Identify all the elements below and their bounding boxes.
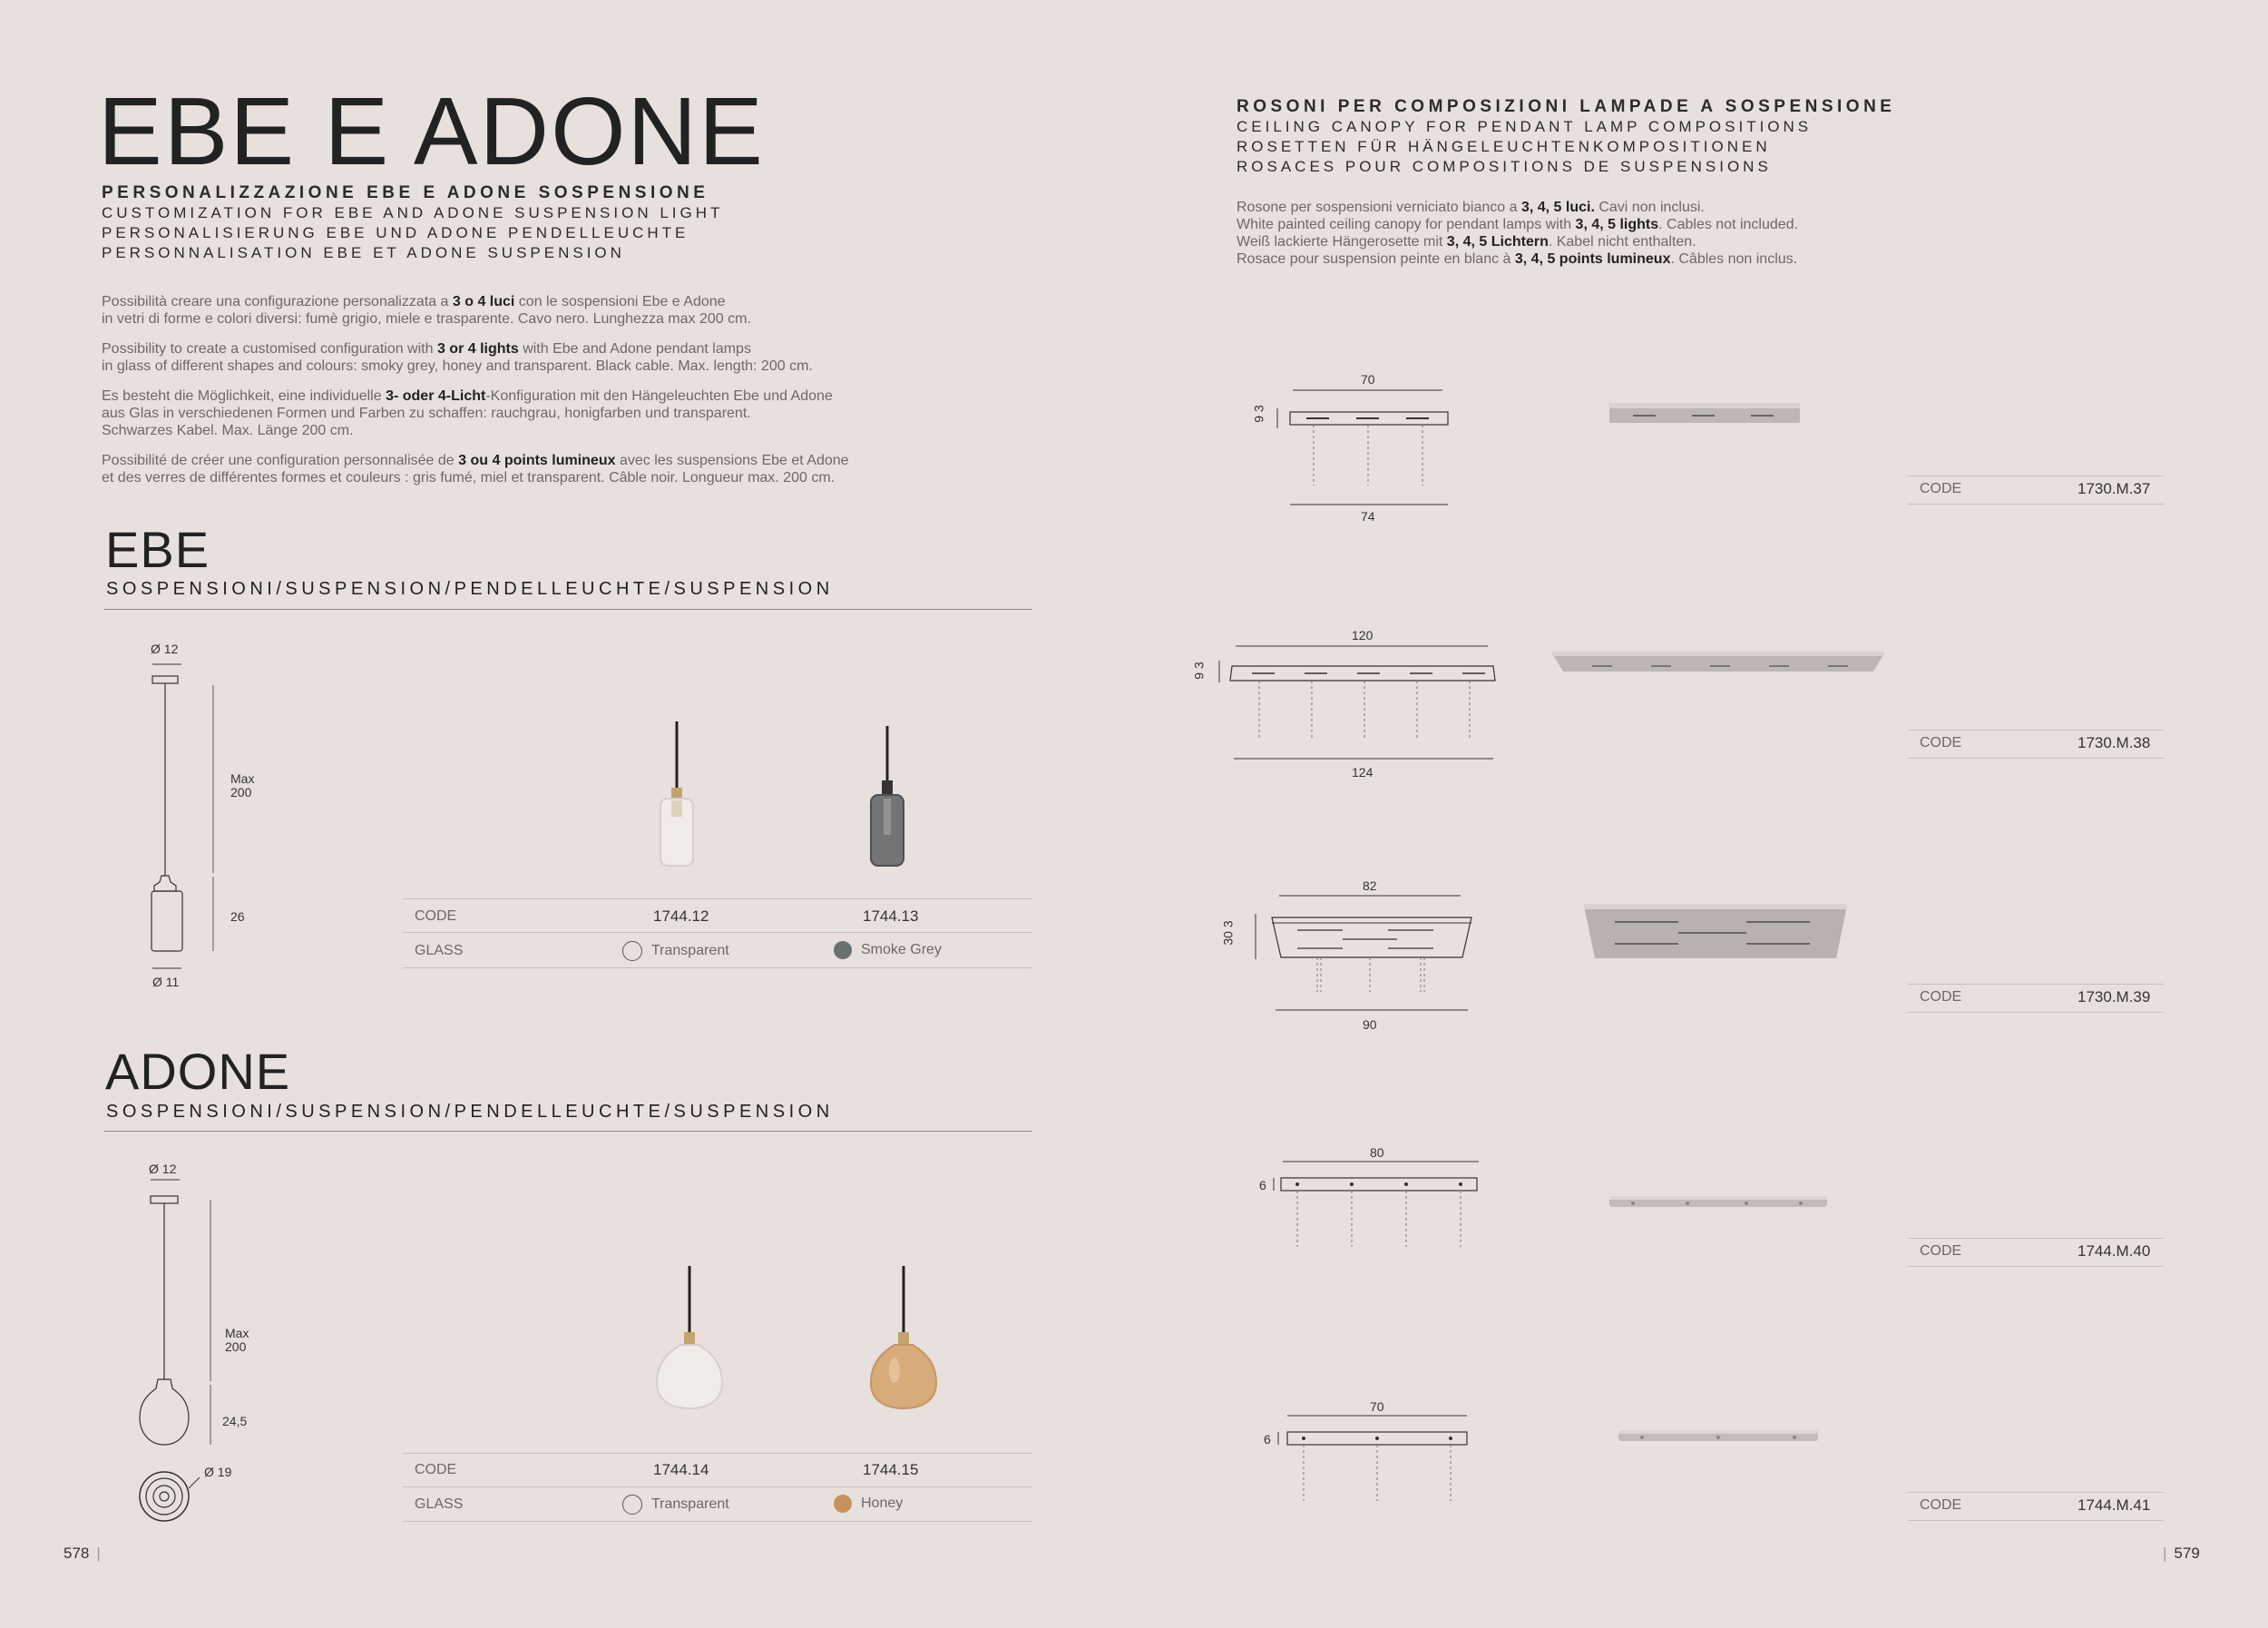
adone-code-label: CODE: [415, 1462, 457, 1477]
canopy-3-top-line: [1908, 984, 2164, 985]
right-heading-fr: ROSACES POUR COMPOSITIONS DE SUSPENSIONS: [1237, 158, 1772, 175]
heading-it: PERSONALIZZAZIONE EBE E ADONE SOSPENSIONE: [102, 183, 709, 202]
page-number-right: | 579: [2163, 1545, 2200, 1562]
adone-glass-1: Transparent: [622, 1495, 729, 1515]
canopy-1-photo: [1606, 397, 1805, 434]
ebe-table-top-line: [403, 898, 1032, 899]
canopy-5-code-label: CODE: [1920, 1497, 1962, 1513]
left-headings: [102, 183, 723, 263]
canopy-5-code: 1744.M.41: [2077, 1496, 2151, 1514]
ebe-transparent-image: [635, 717, 726, 880]
description-de: Es besteht die Möglichkeit, eine individuelle 3- oder 4-Licht-Konfiguration mit den Hängeleuchten Ebe und Adone aus Glas in verschiedenen Formen und Farben zu schaffen: rauchgrau, honigfarben und transparent. Schwarzes Kabel. Max. Länge 200 cm.: [102, 388, 833, 438]
canopy-5-top-dim: 70: [1370, 1399, 1384, 1414]
right-description-de: Weiß lackierte Hängerosette mit 3, 4, 5 Lichtern. Kabel nicht enthalten.: [1237, 234, 1696, 250]
canopy-4-top-line: [1908, 1238, 2164, 1239]
canopy-2-bottom-dim: 124: [1352, 765, 1374, 780]
canopy-4-top-dim: 80: [1370, 1145, 1384, 1160]
ebe-table-mid-line: [403, 932, 1032, 933]
ebe-code-1: 1744.12: [653, 907, 709, 925]
ebe-title: EBE: [105, 521, 210, 578]
right-headings: [1237, 97, 1895, 177]
canopy-3-bottom-line: [1908, 1012, 2164, 1013]
canopy-5-top-line: [1908, 1492, 2164, 1493]
canopy-3-side-dim: 30 3: [1220, 920, 1236, 946]
ebe-code-2: 1744.13: [863, 907, 919, 925]
canopy-4-bottom-line: [1908, 1266, 2164, 1267]
canopy-3-drawing: [1216, 885, 1488, 1030]
adone-divider: [104, 1131, 1032, 1132]
canopy-1-side-dim: 9 3: [1251, 405, 1266, 423]
ebe-divider: [104, 609, 1032, 610]
adone-glass-2: Honey: [834, 1495, 903, 1513]
canopy-4-code: 1744.M.40: [2077, 1242, 2151, 1260]
right-description-fr: Rosace pour suspension peinte en blanc à 3, 4, 5 points lumineux. Câbles non inclus.: [1237, 251, 1798, 267]
adone-code-2: 1744.15: [863, 1461, 919, 1478]
canopy-3-top-dim: 82: [1363, 878, 1377, 893]
canopy-4-drawing: [1270, 1152, 1506, 1252]
ebe-glass-label: GLASS: [415, 943, 464, 958]
adone-table-mid-line: [403, 1486, 1032, 1487]
glass-swatch-honey: [834, 1495, 852, 1513]
canopy-1-top-dim: 70: [1361, 372, 1375, 387]
heading-fr: PERSONNALISATION EBE ET ADONE SUSPENSION: [102, 244, 625, 261]
ebe-technical-drawing: [136, 635, 318, 998]
canopy-5-photo: [1615, 1425, 1823, 1452]
canopy-3-bottom-dim: 90: [1363, 1017, 1377, 1032]
right-heading-de: ROSETTEN FÜR HÄNGELEUCHTENKOMPOSITIONEN: [1237, 138, 1771, 155]
page-number-left: 578 |: [64, 1545, 101, 1562]
adone-title: ADONE: [105, 1043, 291, 1100]
adone-dim-top: Ø 12: [149, 1162, 177, 1176]
canopy-5-bottom-line: [1908, 1520, 2164, 1521]
canopy-1-code: 1730.M.37: [2077, 480, 2151, 497]
canopy-2-photo: [1547, 646, 1892, 682]
canopy-1-bottom-dim: 74: [1361, 509, 1375, 524]
canopy-3-code: 1730.M.39: [2077, 988, 2151, 1005]
canopy-4-photo: [1606, 1191, 1833, 1218]
ebe-table-bottom-line: [403, 967, 1032, 968]
canopy-2-side-dim: 9 3: [1191, 662, 1207, 680]
adone-honey-image: [862, 1261, 953, 1425]
page-title: EBE E ADONE: [98, 78, 765, 185]
right-description-it: Rosone per sospensioni verniciato bianco a 3, 4, 5 luci. Cavi non inclusi.: [1237, 200, 1705, 215]
ebe-smoke-grey-image: [844, 717, 934, 880]
heading-en: CUSTOMIZATION FOR EBE AND ADONE SUSPENSION LIGHT: [102, 204, 724, 221]
adone-table-top-line: [403, 1453, 1032, 1454]
right-heading-en: CEILING CANOPY FOR PENDANT LAMP COMPOSITIONS: [1237, 118, 1813, 135]
ebe-dim-bottom: Ø 11: [152, 975, 180, 989]
adone-dim-bottom: Ø 19: [204, 1465, 232, 1479]
description-it: Possibilità creare una configurazione personalizzata a 3 o 4 luci con le sospensioni Ebe e Adone in vetri di forme e colori diversi: fumè grigio, miele e trasparente. Cavo nero. Lunghezza max 200 cm.: [102, 294, 751, 327]
canopy-2-bottom-line: [1908, 758, 2164, 759]
canopy-4-side-dim: 6: [1259, 1178, 1266, 1192]
canopy-2-code: 1730.M.38: [2077, 734, 2151, 751]
adone-dim-height: 24,5: [222, 1414, 248, 1428]
canopy-4-code-label: CODE: [1920, 1243, 1962, 1259]
canopy-5-side-dim: 6: [1264, 1432, 1271, 1447]
glass-swatch-smoke-grey: [834, 941, 852, 959]
description-block: [102, 293, 1027, 486]
canopy-2-top-line: [1908, 730, 2164, 731]
ebe-glass-1: Transparent: [622, 941, 729, 961]
canopy-2-top-dim: 120: [1352, 628, 1374, 642]
adone-table-bottom-line: [403, 1521, 1032, 1522]
ebe-dim-height: 26: [230, 909, 245, 924]
canopy-1-code-label: CODE: [1920, 481, 1962, 496]
canopy-3-code-label: CODE: [1920, 989, 1962, 1005]
ebe-glass-2: Smoke Grey: [834, 941, 942, 959]
adone-glass-label: GLASS: [415, 1496, 464, 1512]
canopy-3-photo: [1579, 898, 1851, 971]
canopy-1-bottom-line: [1908, 504, 2164, 505]
adone-dim-max: Max 200: [225, 1326, 249, 1354]
adone-subtitle: SOSPENSIONI/SUSPENSION/PENDELLEUCHTE/SUSPENSION: [106, 1102, 834, 1122]
ebe-subtitle: SOSPENSIONI/SUSPENSION/PENDELLEUCHTE/SUSPENSION: [106, 579, 834, 599]
right-description-block: [1237, 199, 2053, 268]
ebe-code-label: CODE: [415, 908, 457, 924]
adone-code-1: 1744.14: [653, 1461, 709, 1478]
adone-transparent-image: [653, 1261, 744, 1425]
ebe-dim-top: Ø 12: [151, 642, 179, 656]
ebe-dim-max: Max 200: [230, 771, 255, 799]
description-en: Possibility to create a customised configuration with 3 or 4 lights with Ebe and Adone pendant lamps in glass of different shapes and colours: smoky grey, honey and transparent. Black cable. Max. length: 200 cm.: [102, 341, 813, 374]
right-description-en: White painted ceiling canopy for pendant lamps with 3, 4, 5 lights. Cables not included.: [1237, 217, 1799, 232]
right-heading-it: ROSONI PER COMPOSIZIONI LAMPADE A SOSPENSIONE: [1237, 97, 1896, 116]
heading-de: PERSONALISIERUNG EBE UND ADONE PENDELLEUCHTE: [102, 224, 689, 241]
canopy-5-drawing: [1275, 1407, 1492, 1506]
glass-swatch-transparent: [622, 941, 642, 961]
glass-swatch-transparent: [622, 1495, 642, 1515]
canopy-2-code-label: CODE: [1920, 735, 1962, 750]
description-fr: Possibilité de créer une configuration personnalisée de 3 ou 4 points lumineux avec les suspensions Ebe et Adone et des verres de différentes formes et couleurs : gris fumé, miel et transparent. Câble noir. Longueur max. 200 cm.: [102, 453, 849, 485]
